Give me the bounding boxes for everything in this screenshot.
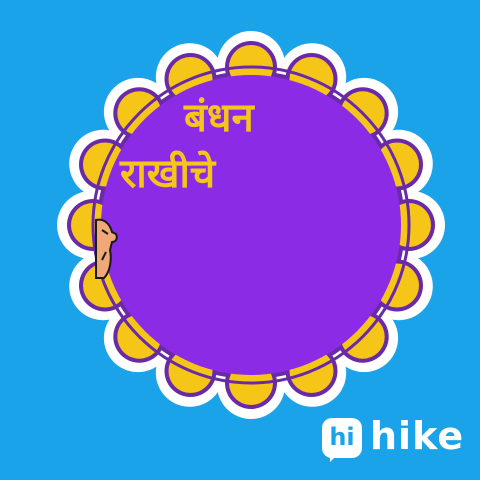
title-line-2: राखीचे: [120, 151, 216, 197]
hike-branding: [322, 414, 472, 474]
hike-logo-icon: [322, 418, 362, 458]
brand-name: hike: [370, 414, 465, 458]
logo-badge-text: hi: [329, 423, 355, 451]
logo-badge-tail: [330, 452, 340, 462]
peeking-hand-icon: [90, 216, 120, 280]
title-line-1: बंधन: [184, 95, 254, 141]
